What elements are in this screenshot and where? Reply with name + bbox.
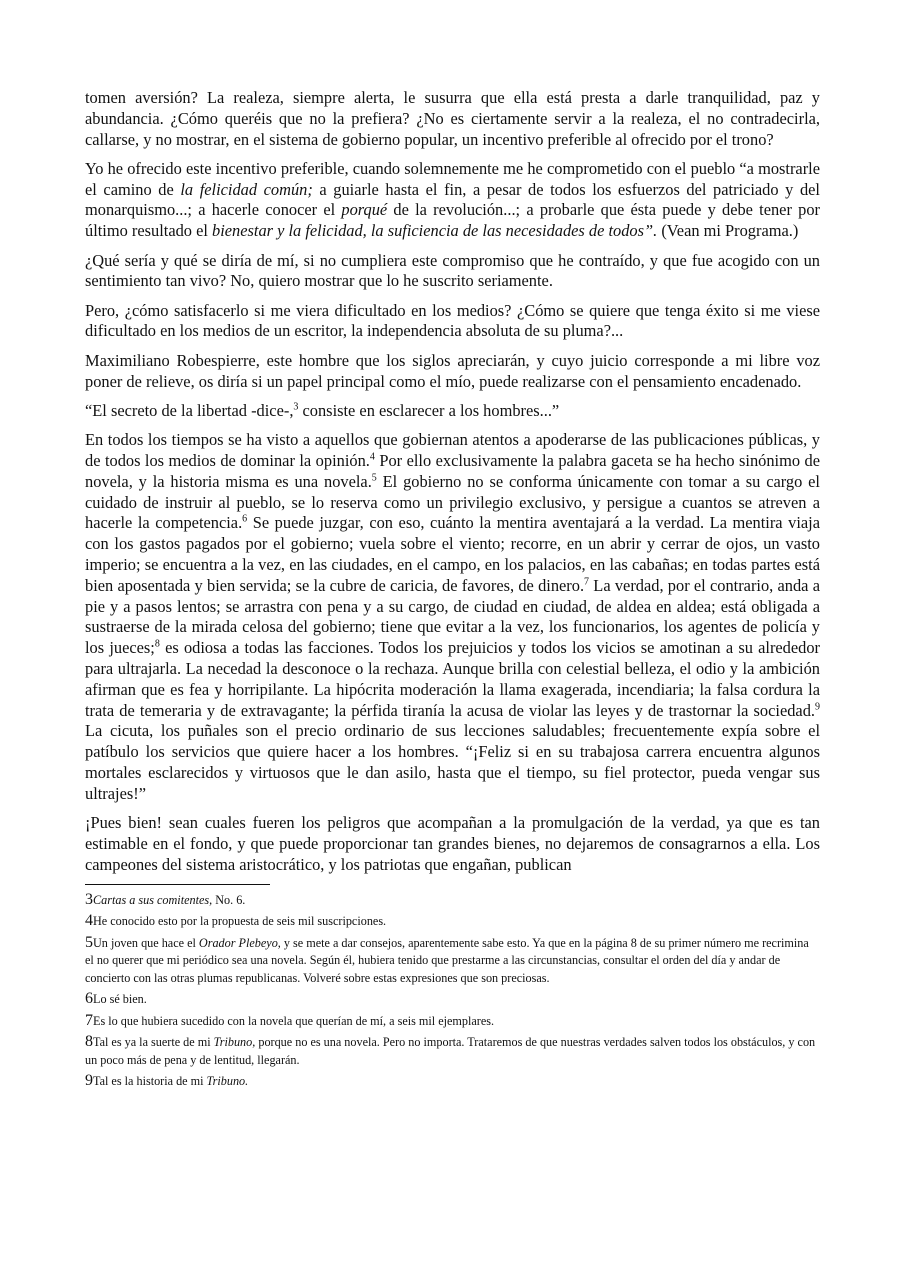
footnote-ref: 6 [242, 513, 248, 525]
text-run: ¿Qué sería y qué se diría de mí, si no cumpliera este compromiso que he contraído, y que fue acogido con un sentimiento tan vivo? No, quiero mostrar que lo he suscrito seriamente. [85, 250, 820, 291]
footnote [85, 912, 820, 931]
footnote [85, 934, 820, 988]
footnote-number: 6 [85, 990, 93, 1008]
text-run: Tal es la historia de mi [93, 1074, 207, 1089]
text-run: Yo he ofrecido este incentivo preferible, cuando solemnemente me he comprometido con el pueblo “a mostrarle el camino de [85, 158, 820, 199]
footnote [85, 990, 820, 1009]
text-run: (Vean mi Programa.) [657, 221, 799, 241]
footnote-ref: 7 [584, 576, 590, 588]
text-run: tomen aversión? La realeza, siempre alerta, le susurra que ella está presta a darle tranquilidad, paz y abundancia. ¿Cómo queréis que no la prefiera? ¿No es ciertamente servir a la realeza, el no contradecirla, callarse, y no mostrar, en el sistema de gobierno popular, un incentivo preferible al ofrecido por el trono? [85, 88, 820, 149]
body-text [85, 88, 820, 875]
text-run: Pero, ¿cómo satisfacerlo si me viera dificultado en los medios? ¿Cómo se quiere que tenga éxito si me viese dificultado en los medios de un escritor, la independencia absoluta de su pluma?... [85, 300, 820, 341]
italic-text: la felicidad común; [180, 179, 313, 199]
footnote [85, 891, 820, 910]
text-run: y se mete a dar consejos, aparentemente sabe esto. Ya que en la página 8 de su primer número me recrimina el no querer que mi periódico sea una novela. Según él, hubiera tenido que prestarme a las circunstancias, consultar el orden del día y andar de concierto con las otras plumas republicanas. Volveré sobre estas expresiones que son preciosas. [85, 935, 809, 985]
footnote [85, 1072, 820, 1091]
footnote-ref: 9 [815, 701, 820, 713]
footnote-number: 7 [85, 1011, 93, 1029]
footnote [85, 1033, 820, 1069]
text-run: de la revolución...; a probarle que ésta puede y debe tener por último resultado el [85, 200, 820, 241]
text-run: He conocido esto por la propuesta de seis mil suscripciones. [93, 914, 387, 929]
paragraph [85, 401, 820, 422]
text-run: ¡Pues bien! sean cuales fueren los peligros que acompañan a la promulgación de la verdad, ya que es tan estimable en el fondo, y que puede proporcionar tan grandes bienes, no dejaremos de consagrarnos a ella. Los campeones del sistema aristocrático, y los patriotas que engañan, publican [85, 813, 820, 874]
footnote-ref: 4 [369, 451, 375, 463]
italic-text: Tribuno. [206, 1074, 249, 1089]
footnote-number: 4 [85, 912, 93, 930]
text-run: Por ello exclusivamente la palabra gaceta se ha hecho sinónimo de novela, y la historia misma es una novela. [85, 450, 820, 491]
paragraph [85, 813, 820, 875]
text-run: porque no es una novela. Pero no importa. Trataremos de que nuestras verdades salven todos los obstáculos, y con un poco más de pena y de lentitud, llegarán. [85, 1035, 816, 1067]
text-run: En todos los tiempos se ha visto a aquellos que gobiernan atentos a apoderarse de las publicaciones públicas, y de todos los medios de dominar la opinión. [85, 430, 820, 470]
italic-text: Tribuno, [213, 1035, 256, 1050]
text-run: “El secreto de la libertad -dice-, [85, 400, 294, 420]
footnote-number: 8 [85, 1033, 93, 1051]
text-run: consiste en esclarecer a los hombres...” [298, 400, 560, 420]
italic-text: porqué [341, 200, 388, 220]
paragraph [85, 251, 820, 293]
text-run: La verdad, por el contrario, anda a pie y a pasos lentos; se arrastra con pena y a su cargo, de ciudad en ciudad, de aldea en aldea; está obligada a sustraerse de la mirada celosa del gobierno; tiene que evitar a la vez, los funcionarios, los agentes de policía y los jueces; [85, 575, 820, 658]
text-run: No. 6. [212, 892, 246, 907]
paragraph [85, 301, 820, 343]
footnote-ref: 8 [154, 638, 160, 650]
text-run: es odiosa a todas las facciones. Todos los prejuicios y todos los vicios se amotinan a su alrededor para ultrajarla. La necedad la desconoce o la rechaza. Aunque brilla con celestial belleza, el odio y la ambición afirman que es fea y horripilante. La hipócrita moderación la llama exagerada, incendiaria; la falsa cordura la trata de temeraria y de extravagante; la pérfida tiranía la acusa de violar las leyes y de trastornar la sociedad. [85, 638, 820, 720]
text-run: a guiarle hasta el fin, a pesar de todos los esfuerzos del patriciado y del monarquismo...; a hacerle conocer el [85, 179, 820, 220]
italic-text: Orador Plebeyo, [198, 935, 281, 950]
text-run: La cicuta, los puñales son el precio ordinario de sus lecciones saludables; frecuentemente expía sobre el patíbulo los servicios que quiere hacer a los hombres. “¡Feliz si en su trabajosa carrera encuentra algunos mortales esclarecidos y virtuosos que le dan asilo, hasta que el tiempo, su fiel protector, pueda vengar sus ultrajes!” [85, 721, 820, 803]
footnote-number: 9 [85, 1072, 93, 1090]
footnote-ref: 3 [293, 401, 299, 413]
footnote [85, 1012, 820, 1031]
footnote-number: 3 [85, 890, 93, 908]
text-run: El gobierno no se conforma únicamente con tomar a su cargo el cuidado de instruir al pueblo, se lo reserva como un privilegio exclusivo, y persigue a cuantos se atreven a hacerle la competencia. [85, 471, 820, 533]
document-page [85, 88, 820, 1094]
footnote-divider [85, 884, 270, 885]
text-run: Tal es ya la suerte de mi [93, 1035, 214, 1050]
text-run: Es lo que hubiera sucedido con la novela que querían de mí, a seis mil ejemplares. [93, 1013, 495, 1028]
text-run: Lo sé bien. [93, 992, 147, 1007]
text-run: Se puede juzgar, con eso, cuánto la mentira aventajará a la verdad. La mentira viaja con los gastos pagados por el gobierno; vuela sobre el viento; recorre, en un abrir y cerrar de ojos, un vasto imperio; se encuentra a la vez, en las ciudades, en el campo, en los palacios, en las cabañas; en todas partes está bien aposentada y bien servida; se la cubre de caricia, de favores, de dinero. [85, 513, 820, 595]
italic-text: bienestar y la felicidad, la suficiencia de las necesidades de todos”. [212, 221, 658, 241]
paragraph [85, 351, 820, 393]
text-run: Un joven que hace el [93, 935, 199, 950]
footnote-number: 5 [85, 933, 93, 951]
paragraph [85, 159, 820, 242]
footnote-ref: 5 [371, 472, 377, 484]
footnotes [85, 891, 820, 1091]
paragraph [85, 430, 820, 804]
paragraph [85, 88, 820, 150]
italic-text: Cartas a sus comitentes, [93, 892, 213, 907]
text-run: Maximiliano Robespierre, este hombre que los siglos apreciarán, y cuyo juicio corresponde a mi libre voz poner de relieve, os diría si un papel principal como el mío, puede realizarse con el pensamiento encadenado. [85, 350, 820, 391]
